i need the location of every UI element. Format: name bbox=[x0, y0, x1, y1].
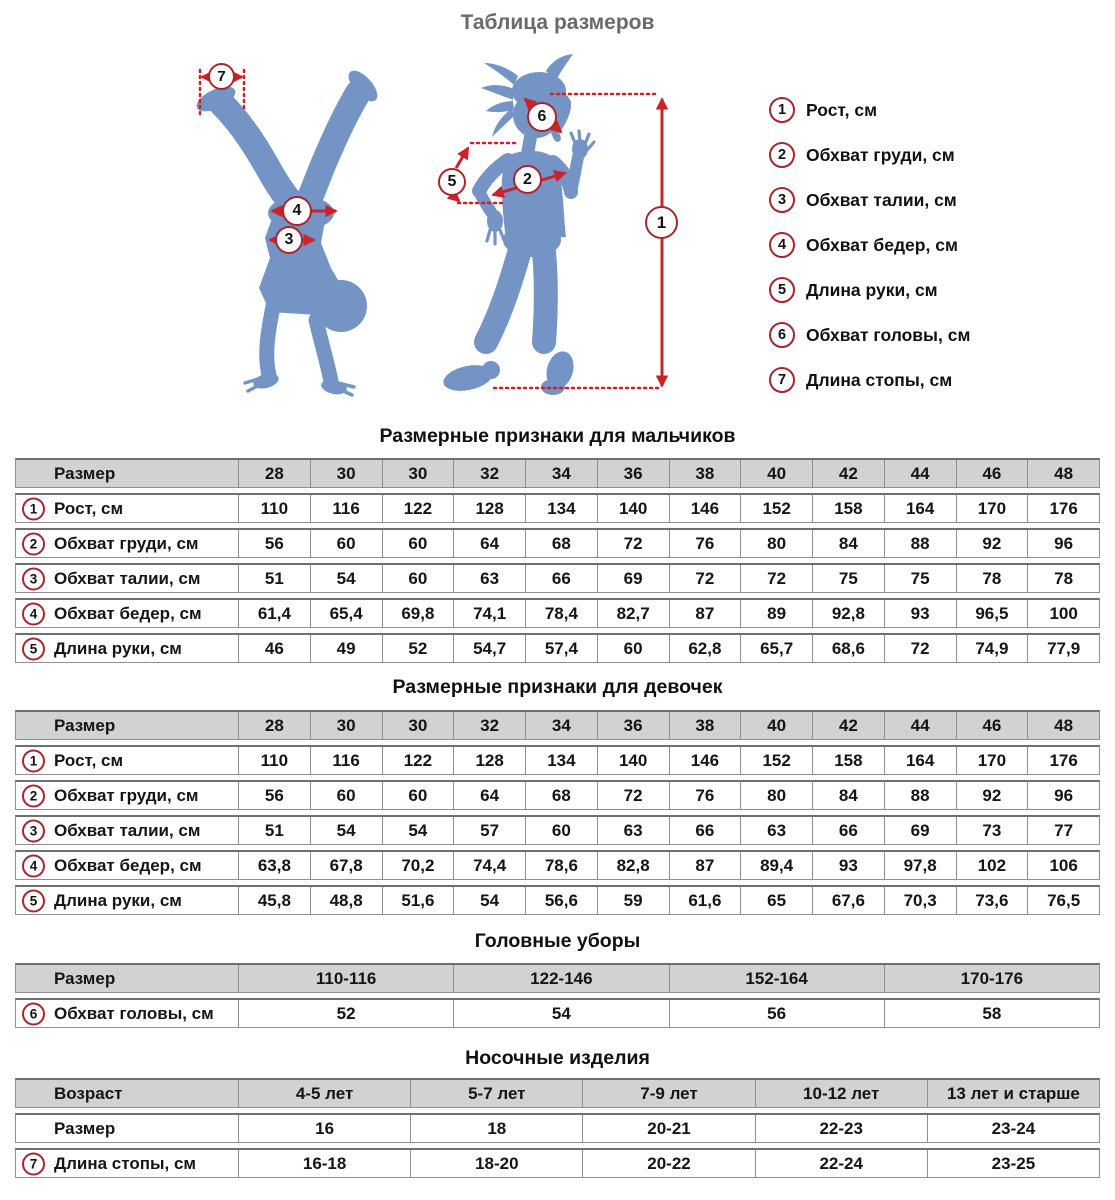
value-cell: 74,1 bbox=[453, 600, 525, 627]
row-number-badge: 1 bbox=[22, 749, 45, 772]
boys-size-table bbox=[15, 458, 1100, 668]
table-header-row bbox=[15, 1078, 1100, 1108]
header-size-cell: 30 bbox=[310, 712, 382, 739]
value-cell: 58 bbox=[884, 1000, 1099, 1027]
header-size-cell: 152-164 bbox=[669, 965, 884, 992]
header-size-cell: 38 bbox=[669, 460, 741, 487]
header-size-cell: 42 bbox=[812, 712, 884, 739]
value-cell: 72 bbox=[884, 635, 956, 662]
value-cell: 69 bbox=[884, 817, 956, 844]
row-label: Обхват головы, см bbox=[54, 1003, 214, 1023]
value-cell: 60 bbox=[597, 635, 669, 662]
value-cell: 65 bbox=[740, 887, 812, 914]
socks-size-table bbox=[15, 1078, 1100, 1183]
value-cell: 45,8 bbox=[238, 887, 310, 914]
row-label: Обхват талии, см bbox=[54, 568, 201, 588]
header-label-cell: Размер bbox=[54, 968, 116, 988]
value-cell: 70,2 bbox=[382, 852, 454, 879]
value-cell: 61,6 bbox=[669, 887, 741, 914]
figure-marker-chest: 2 bbox=[513, 165, 542, 194]
value-cell: 60 bbox=[525, 817, 597, 844]
value-cell: 66 bbox=[669, 817, 741, 844]
legend-number-badge: 5 bbox=[769, 277, 795, 303]
header-size-cell: 7-9 лет bbox=[582, 1080, 754, 1107]
header-size-cell: 30 bbox=[382, 460, 454, 487]
value-cell: 89,4 bbox=[740, 852, 812, 879]
value-cell: 140 bbox=[597, 747, 669, 774]
value-cell: 80 bbox=[740, 530, 812, 557]
value-cell: 82,8 bbox=[597, 852, 669, 879]
header-size-cell: 34 bbox=[525, 712, 597, 739]
value-cell: 46 bbox=[238, 635, 310, 662]
header-size-cell: 13 лет и старше bbox=[927, 1080, 1099, 1107]
header-size-cell: 4-5 лет bbox=[238, 1080, 410, 1107]
value-cell: 67,6 bbox=[812, 887, 884, 914]
standing-girl-silhouette bbox=[441, 54, 594, 395]
value-cell: 164 bbox=[884, 495, 956, 522]
value-cell: 158 bbox=[812, 747, 884, 774]
value-cell: 49 bbox=[310, 635, 382, 662]
legend-label: Обхват головы, см bbox=[806, 324, 971, 345]
value-cell: 54,7 bbox=[453, 635, 525, 662]
legend-label: Длина руки, см bbox=[806, 279, 938, 300]
value-cell: 66 bbox=[812, 817, 884, 844]
value-cell: 87 bbox=[669, 600, 741, 627]
row-label: Длина руки, см bbox=[54, 890, 182, 910]
value-cell: 76 bbox=[669, 530, 741, 557]
header-size-cell: 30 bbox=[382, 712, 454, 739]
row-label: Обхват груди, см bbox=[54, 533, 199, 553]
header-size-cell: 122-146 bbox=[453, 965, 668, 992]
table-header-row bbox=[15, 710, 1100, 740]
row-label: Обхват талии, см bbox=[54, 820, 201, 840]
value-cell: 52 bbox=[238, 1000, 453, 1027]
value-cell: 60 bbox=[382, 530, 454, 557]
value-cell: 56 bbox=[669, 1000, 884, 1027]
table-row bbox=[15, 528, 1100, 558]
table-row bbox=[15, 745, 1100, 775]
row-label-cell bbox=[16, 495, 238, 522]
value-cell: 170 bbox=[956, 495, 1028, 522]
figure-marker-head: 6 bbox=[527, 102, 557, 132]
value-cell: 18-20 bbox=[410, 1150, 582, 1177]
table-header-row bbox=[15, 458, 1100, 488]
value-cell: 78 bbox=[956, 565, 1028, 592]
row-label-cell bbox=[16, 887, 238, 914]
value-cell: 88 bbox=[884, 530, 956, 557]
row-label: Рост, см bbox=[54, 498, 124, 518]
hats-size-table bbox=[15, 963, 1100, 1033]
value-cell: 62,8 bbox=[669, 635, 741, 662]
value-cell: 75 bbox=[812, 565, 884, 592]
row-number-badge: 4 bbox=[22, 854, 45, 877]
row-number-badge: 1 bbox=[22, 497, 45, 520]
legend-label: Длина стопы, см bbox=[806, 369, 953, 390]
header-size-cell: 110-116 bbox=[238, 965, 453, 992]
value-cell: 68,6 bbox=[812, 635, 884, 662]
value-cell: 20-22 bbox=[582, 1150, 754, 1177]
value-cell: 20-21 bbox=[582, 1115, 754, 1142]
value-cell: 122 bbox=[382, 747, 454, 774]
legend-item bbox=[769, 186, 970, 214]
value-cell: 63 bbox=[740, 817, 812, 844]
value-cell: 82,7 bbox=[597, 600, 669, 627]
value-cell: 84 bbox=[812, 782, 884, 809]
value-cell: 54 bbox=[310, 565, 382, 592]
value-cell: 146 bbox=[669, 747, 741, 774]
value-cell: 60 bbox=[382, 565, 454, 592]
value-cell: 158 bbox=[812, 495, 884, 522]
table-row bbox=[15, 815, 1100, 845]
header-size-cell: 46 bbox=[956, 460, 1028, 487]
legend-item bbox=[769, 96, 970, 124]
row-label-cell bbox=[16, 852, 238, 879]
value-cell: 134 bbox=[525, 495, 597, 522]
row-label-cell bbox=[16, 635, 238, 662]
legend-item bbox=[769, 141, 970, 169]
row-label-cell bbox=[16, 1000, 238, 1027]
value-cell: 97,8 bbox=[884, 852, 956, 879]
value-cell: 96 bbox=[1027, 530, 1099, 557]
value-cell: 57 bbox=[453, 817, 525, 844]
table-row bbox=[15, 998, 1100, 1028]
value-cell: 128 bbox=[453, 747, 525, 774]
value-cell: 110 bbox=[238, 495, 310, 522]
value-cell: 61,4 bbox=[238, 600, 310, 627]
value-cell: 92 bbox=[956, 530, 1028, 557]
value-cell: 152 bbox=[740, 495, 812, 522]
row-number-badge: 2 bbox=[22, 784, 45, 807]
value-cell: 176 bbox=[1027, 747, 1099, 774]
row-number-badge: 5 bbox=[22, 889, 45, 912]
value-cell: 122 bbox=[382, 495, 454, 522]
value-cell: 75 bbox=[884, 565, 956, 592]
page-title: Таблица размеров bbox=[460, 11, 655, 34]
legend-item bbox=[769, 321, 970, 349]
value-cell: 96 bbox=[1027, 782, 1099, 809]
value-cell: 59 bbox=[597, 887, 669, 914]
table-header-row bbox=[15, 963, 1100, 993]
row-label-cell bbox=[16, 1150, 238, 1177]
figure-marker-waist: 3 bbox=[275, 226, 303, 254]
row-label-cell bbox=[16, 817, 238, 844]
value-cell: 164 bbox=[884, 747, 956, 774]
value-cell: 92 bbox=[956, 782, 1028, 809]
header-label-cell: Размер bbox=[54, 715, 116, 735]
value-cell: 23-25 bbox=[927, 1150, 1099, 1177]
value-cell: 72 bbox=[740, 565, 812, 592]
figure-marker-height: 1 bbox=[645, 206, 678, 239]
legend-label: Рост, см bbox=[806, 99, 878, 120]
legend-item bbox=[769, 276, 970, 304]
legend-label: Обхват груди, см bbox=[806, 144, 955, 165]
value-cell: 76 bbox=[669, 782, 741, 809]
value-cell: 74,9 bbox=[956, 635, 1028, 662]
header-label-cell: Возраст bbox=[54, 1083, 123, 1103]
legend-number-badge: 2 bbox=[769, 142, 795, 168]
table-row bbox=[15, 780, 1100, 810]
header-size-cell: 32 bbox=[453, 712, 525, 739]
legend-number-badge: 4 bbox=[769, 232, 795, 258]
header-size-cell: 32 bbox=[453, 460, 525, 487]
header-size-cell: 48 bbox=[1027, 712, 1099, 739]
value-cell: 73,6 bbox=[956, 887, 1028, 914]
value-cell: 22-24 bbox=[755, 1150, 927, 1177]
value-cell: 176 bbox=[1027, 495, 1099, 522]
row-label: Длина руки, см bbox=[54, 638, 182, 658]
value-cell: 100 bbox=[1027, 600, 1099, 627]
value-cell: 68 bbox=[525, 782, 597, 809]
figure-marker-arm: 5 bbox=[438, 168, 466, 196]
table-row bbox=[15, 493, 1100, 523]
value-cell: 56 bbox=[238, 782, 310, 809]
value-cell: 68 bbox=[525, 530, 597, 557]
table-row bbox=[15, 633, 1100, 663]
header-size-cell: 38 bbox=[669, 712, 741, 739]
table-row bbox=[15, 563, 1100, 593]
row-label-cell bbox=[16, 530, 238, 557]
legend-item bbox=[769, 366, 970, 394]
header-size-cell: 42 bbox=[812, 460, 884, 487]
value-cell: 63,8 bbox=[238, 852, 310, 879]
row-label-cell bbox=[16, 565, 238, 592]
measurement-diagram bbox=[0, 40, 1115, 425]
value-cell: 87 bbox=[669, 852, 741, 879]
value-cell: 134 bbox=[525, 747, 597, 774]
header-size-cell: 44 bbox=[884, 460, 956, 487]
header-size-cell: 40 bbox=[740, 712, 812, 739]
value-cell: 73 bbox=[956, 817, 1028, 844]
measurement-legend bbox=[769, 96, 970, 411]
value-cell: 84 bbox=[812, 530, 884, 557]
value-cell: 89 bbox=[740, 600, 812, 627]
table-row bbox=[15, 850, 1100, 880]
row-number-badge: 3 bbox=[22, 819, 45, 842]
row-label-cell bbox=[16, 782, 238, 809]
table-row bbox=[15, 598, 1100, 628]
value-cell: 60 bbox=[310, 782, 382, 809]
value-cell: 16-18 bbox=[238, 1150, 410, 1177]
value-cell: 88 bbox=[884, 782, 956, 809]
value-cell: 72 bbox=[597, 530, 669, 557]
row-number-badge: 3 bbox=[22, 567, 45, 590]
header-size-cell: 10-12 лет bbox=[755, 1080, 927, 1107]
girls-section-title: Размерные признаки для девочек bbox=[392, 676, 723, 698]
row-label-cell bbox=[16, 600, 238, 627]
figure-marker-hips: 4 bbox=[282, 196, 312, 226]
value-cell: 69 bbox=[597, 565, 669, 592]
row-number-badge: 2 bbox=[22, 532, 45, 555]
value-cell: 54 bbox=[382, 817, 454, 844]
value-cell: 78,4 bbox=[525, 600, 597, 627]
row-label-cell bbox=[16, 747, 238, 774]
header-size-cell: 170-176 bbox=[884, 965, 1099, 992]
value-cell: 140 bbox=[597, 495, 669, 522]
value-cell: 23-24 bbox=[927, 1115, 1099, 1142]
value-cell: 146 bbox=[669, 495, 741, 522]
value-cell: 152 bbox=[740, 747, 812, 774]
value-cell: 116 bbox=[310, 495, 382, 522]
value-cell: 51 bbox=[238, 817, 310, 844]
header-size-cell: 48 bbox=[1027, 460, 1099, 487]
row-number-badge: 7 bbox=[22, 1152, 45, 1175]
legend-number-badge: 1 bbox=[769, 97, 795, 123]
value-cell: 69,8 bbox=[382, 600, 454, 627]
value-cell: 63 bbox=[453, 565, 525, 592]
row-label: Размер bbox=[54, 1118, 116, 1138]
value-cell: 56,6 bbox=[525, 887, 597, 914]
value-cell: 92,8 bbox=[812, 600, 884, 627]
value-cell: 64 bbox=[453, 782, 525, 809]
header-size-cell: 30 bbox=[310, 460, 382, 487]
value-cell: 70,3 bbox=[884, 887, 956, 914]
socks-section-title: Носочные изделия bbox=[465, 1047, 650, 1069]
table-row bbox=[15, 1148, 1100, 1178]
value-cell: 18 bbox=[410, 1115, 582, 1142]
value-cell: 48,8 bbox=[310, 887, 382, 914]
value-cell: 72 bbox=[597, 782, 669, 809]
value-cell: 74,4 bbox=[453, 852, 525, 879]
value-cell: 54 bbox=[453, 1000, 668, 1027]
legend-number-badge: 7 bbox=[769, 367, 795, 393]
value-cell: 66 bbox=[525, 565, 597, 592]
value-cell: 65,7 bbox=[740, 635, 812, 662]
value-cell: 93 bbox=[884, 600, 956, 627]
value-cell: 170 bbox=[956, 747, 1028, 774]
legend-number-badge: 3 bbox=[769, 187, 795, 213]
value-cell: 102 bbox=[956, 852, 1028, 879]
value-cell: 67,8 bbox=[310, 852, 382, 879]
figure-marker-foot-length: 7 bbox=[208, 63, 235, 90]
legend-number-badge: 6 bbox=[769, 322, 795, 348]
value-cell: 60 bbox=[382, 782, 454, 809]
row-label: Обхват груди, см bbox=[54, 785, 199, 805]
value-cell: 16 bbox=[238, 1115, 410, 1142]
row-number-badge: 6 bbox=[22, 1002, 45, 1025]
value-cell: 77,9 bbox=[1027, 635, 1099, 662]
value-cell: 60 bbox=[310, 530, 382, 557]
value-cell: 64 bbox=[453, 530, 525, 557]
value-cell: 77 bbox=[1027, 817, 1099, 844]
legend-item bbox=[769, 231, 970, 259]
value-cell: 51,6 bbox=[382, 887, 454, 914]
header-size-cell: 40 bbox=[740, 460, 812, 487]
table-row bbox=[15, 885, 1100, 915]
header-size-cell: 28 bbox=[238, 460, 310, 487]
value-cell: 128 bbox=[453, 495, 525, 522]
header-size-cell: 44 bbox=[884, 712, 956, 739]
value-cell: 80 bbox=[740, 782, 812, 809]
value-cell: 63 bbox=[597, 817, 669, 844]
header-size-cell: 36 bbox=[597, 712, 669, 739]
value-cell: 56 bbox=[238, 530, 310, 557]
header-size-cell: 36 bbox=[597, 460, 669, 487]
hats-section-title: Головные уборы bbox=[474, 930, 641, 952]
value-cell: 52 bbox=[382, 635, 454, 662]
girls-size-table bbox=[15, 710, 1100, 920]
value-cell: 22-23 bbox=[755, 1115, 927, 1142]
header-label-cell: Размер bbox=[54, 463, 116, 483]
row-number-badge: 4 bbox=[22, 602, 45, 625]
value-cell: 54 bbox=[310, 817, 382, 844]
legend-label: Обхват бедер, см bbox=[806, 234, 958, 255]
value-cell: 76,5 bbox=[1027, 887, 1099, 914]
row-label: Обхват бедер, см bbox=[54, 855, 202, 875]
boys-section-title: Размерные признаки для мальчиков bbox=[379, 425, 736, 447]
header-size-cell: 28 bbox=[238, 712, 310, 739]
value-cell: 110 bbox=[238, 747, 310, 774]
row-number-badge: 5 bbox=[22, 637, 45, 660]
value-cell: 96,5 bbox=[956, 600, 1028, 627]
row-label-cell bbox=[16, 1115, 238, 1142]
value-cell: 78 bbox=[1027, 565, 1099, 592]
value-cell: 93 bbox=[812, 852, 884, 879]
header-size-cell: 46 bbox=[956, 712, 1028, 739]
value-cell: 106 bbox=[1027, 852, 1099, 879]
value-cell: 78,6 bbox=[525, 852, 597, 879]
value-cell: 54 bbox=[453, 887, 525, 914]
value-cell: 116 bbox=[310, 747, 382, 774]
value-cell: 57,4 bbox=[525, 635, 597, 662]
legend-label: Обхват талии, см bbox=[806, 189, 957, 210]
row-label: Обхват бедер, см bbox=[54, 603, 202, 623]
value-cell: 51 bbox=[238, 565, 310, 592]
value-cell: 72 bbox=[669, 565, 741, 592]
row-label: Рост, см bbox=[54, 750, 124, 770]
header-size-cell: 34 bbox=[525, 460, 597, 487]
value-cell: 65,4 bbox=[310, 600, 382, 627]
header-size-cell: 5-7 лет bbox=[410, 1080, 582, 1107]
row-label: Длина стопы, см bbox=[54, 1153, 197, 1173]
table-row bbox=[15, 1113, 1100, 1143]
